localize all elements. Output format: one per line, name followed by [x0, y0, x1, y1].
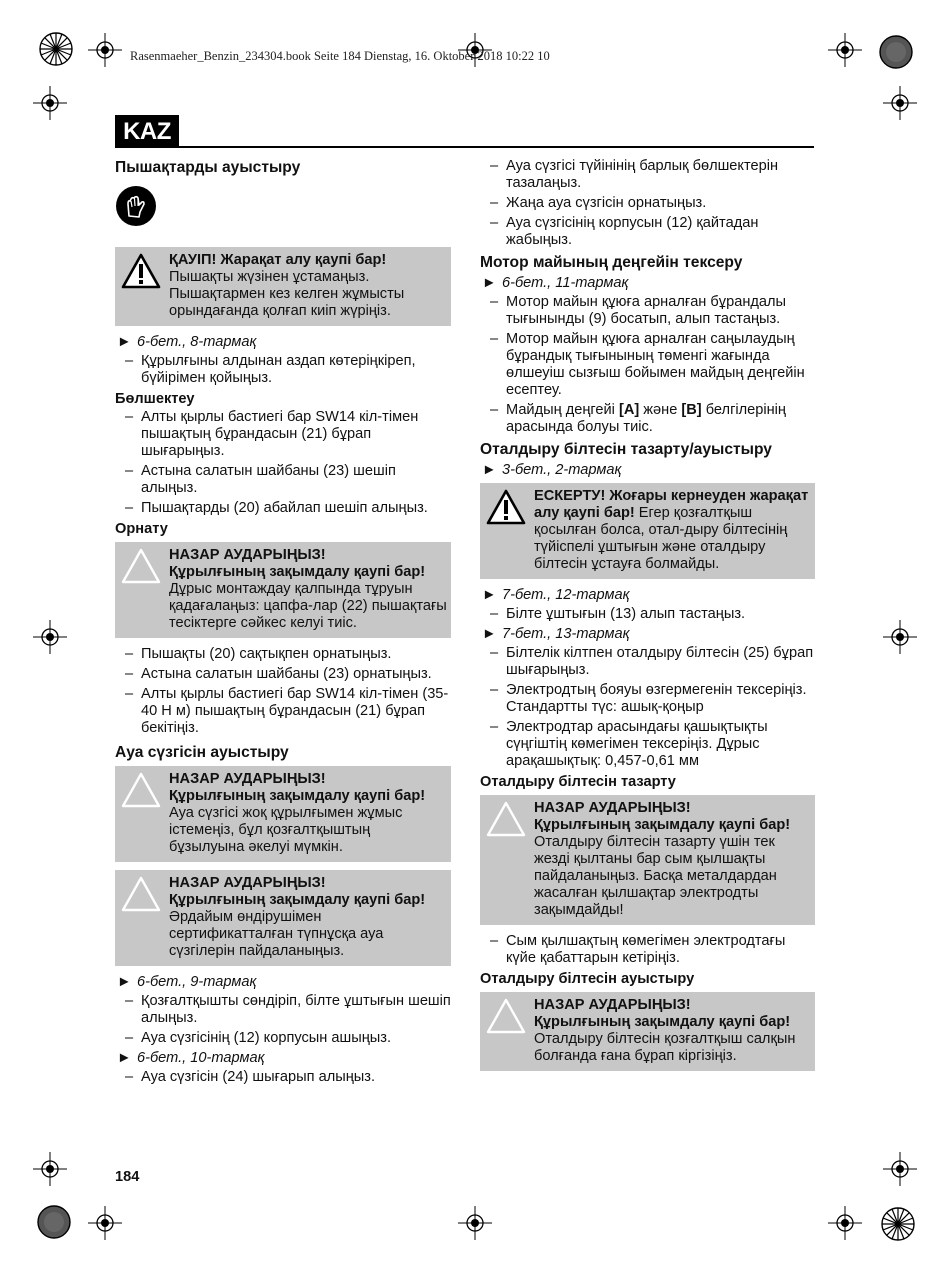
registration-mark-icon: [878, 1204, 918, 1244]
warning-triangle-outline-icon: [121, 548, 161, 584]
registration-mark-icon: [36, 29, 76, 69]
list-item: – Білте ұштығын (13) алып тастаңыз.: [490, 606, 746, 622]
list-item: – Жаңа ауа сүзгісін орнатыңыз.: [490, 195, 707, 211]
list-item: – Қозғалтқышты сөндіріп, білте ұштығын шешіп алыңыз.: [125, 993, 451, 1026]
language-tag: KAZ: [115, 115, 179, 148]
caution-warning-box: НАЗАР АУДАРЫҢЫЗ! Құрылғының зақымдалу қаупі бар! Оталдыру білтесін қозғалтқыш салқын болғанда ғана бұрап кіргізіңіз.: [480, 992, 815, 1071]
figure-reference: ► 6-бет., 11-тармақ: [482, 275, 629, 291]
figure-reference: ► 6-бет., 9-тармақ: [117, 974, 257, 990]
warning-triangle-outline-icon: [121, 876, 161, 912]
list-item: – Мотор майын құюға арналған бұрандалы тығынынды (9) босатып, алып тастаңыз.: [490, 294, 787, 327]
list-item: – Астына салатын шайбаны (23) шешіп алыңыз.: [125, 463, 396, 496]
list-item: – Астына салатын шайбаны (23) орнатыңыз.: [125, 666, 432, 682]
warning-triangle-outline-icon: [486, 801, 526, 837]
list-item: – Құрылғыны алдынан аздап көтеріңкіреп, бүйірімен қойыңыз.: [125, 353, 416, 386]
list-item: – Электродтың бояуы өзгермегенін тексеріңіз. Стандартты түс: ашық-қоңыр: [490, 682, 807, 715]
crosshair-mark-icon: [883, 1152, 917, 1186]
caution-warning-box: НАЗАР АУДАРЫҢЫЗ! Құрылғының зақымдалу қаупі бар! Әрдайым өндірушімен сертификатталған түпнұсқа ауа сүзгілерін пайдаланыңыз.: [115, 870, 451, 966]
print-header-line: Rasenmaeher_Benzin_234304.book Seite 184 Dienstag, 16. Oktober 2018 10:22 10: [130, 49, 550, 63]
section-heading: Пышақтарды ауыстыру: [115, 159, 301, 176]
figure-reference: ► 6-бет., 10-тармақ: [117, 1050, 265, 1066]
list-item: – Мотор майын құюға арналған саңылаудың бұрандық тығынының төменгі жағында өлшеуіш сызғыш бойымен майдың деңгейін есептеу.: [490, 331, 805, 398]
header-rule: [179, 146, 814, 148]
crosshair-mark-icon: [883, 620, 917, 654]
danger-warning-box: [115, 247, 451, 326]
registration-disc-icon: [36, 1204, 72, 1240]
subsection-heading: Бөлшектеу: [115, 391, 195, 407]
list-item: – Білтелік кілтпен оталдыру білтесін (25) бұрап шығарыңыз.: [490, 645, 814, 678]
section-heading: Мотор майының деңгейін тексеру: [480, 254, 743, 271]
figure-reference: ► 3-бет., 2-тармақ: [482, 462, 622, 478]
registration-disc-icon: [878, 34, 914, 70]
list-item: – Ауа сүзгісін (24) шығарып алыңыз.: [125, 1069, 375, 1085]
crosshair-mark-icon: [828, 1206, 862, 1240]
warning-triangle-filled-icon: [121, 253, 161, 289]
section-heading: Оталдыру білтесін тазарту/ауыстыру: [480, 441, 772, 458]
page-number: 184: [115, 1169, 140, 1185]
list-item: – Ауа сүзгісі түйінінің барлық бөлшектерін тазалаңыз.: [490, 158, 779, 191]
list-item: – Ауа сүзгісінің корпусын (12) қайтадан жабыңыз.: [490, 215, 759, 248]
warning-title: ҚАУІП! Жарақат алу қаупі бар!: [169, 252, 387, 268]
subsection-heading: Оталдыру білтесін тазарту: [480, 774, 676, 790]
subsection-heading: Оталдыру білтесін ауыстыру: [480, 971, 695, 987]
caution-warning-box: НАЗАР АУДАРЫҢЫЗ! Құрылғының зақымдалу қаупі бар! Ауа сүзгісі жоқ құрылғымен жұмыс істемеңіз, бұл қозғалтқыштың бұзылуына әкелуі мүмкін.: [115, 766, 451, 862]
list-item: – Майдың деңгейі [A] және [B] белгілерінің арасында болуы тиіс.: [490, 402, 786, 435]
crosshair-mark-icon: [828, 33, 862, 67]
warning-triangle-outline-icon: [121, 772, 161, 808]
list-item: – Пышақтарды (20) абайлап шешіп алыңыз.: [125, 500, 428, 516]
crosshair-mark-icon: [33, 620, 67, 654]
protective-gloves-icon: [116, 186, 156, 226]
right-column: [480, 158, 815, 1079]
figure-reference: ► 7-бет., 12-тармақ: [482, 587, 630, 603]
list-item: – Алты қырлы бастиегі бар SW14 кіл-тімен пышақтың бұрандасын (21) бұрап шығарыңыз.: [125, 409, 419, 459]
warning-text: Пышақты жүзінен ұстамаңыз. Пышақтармен кез келген жұмысты орындағанда қолғап киіп жүріңіз.: [169, 269, 405, 319]
warning-triangle-filled-icon: [486, 489, 526, 525]
list-item: – Пышақты (20) сақтықпен орнатыңыз.: [125, 646, 392, 662]
left-column: [115, 158, 451, 1089]
warning-triangle-outline-icon: [486, 998, 526, 1034]
figure-reference: ► 6-бет., 8-тармақ: [117, 334, 257, 350]
caution-warning-box: НАЗАР АУДАРЫҢЫЗ! Құрылғының зақымдалу қаупі бар! Дұрыс монтаждау қалпында тұруын қадағалаңыз: цапфа-лар (22) пышақтағы тесіктерге сәйкес келуі тиіс.: [115, 542, 451, 638]
crosshair-mark-icon: [33, 1152, 67, 1186]
danger-warning-box: ЕСКЕРТУ! Жоғары кернеуден жарақат алу қаупі бар! Егер қозғалтқыш қосылған болса, отал-дыру білтесінің түйіспелі ұштығын және оталдыру білтесін ұстауға болмайды.: [480, 483, 815, 579]
caution-warning-box: НАЗАР АУДАРЫҢЫЗ! Құрылғының зақымдалу қаупі бар! Оталдыру білтесін тазарту үшін тек жезді қылтаны бар сым қылшақты пайдаланыңыз. Басқа металдардан жасалған қылшақтар электродты зақымдайды!: [480, 795, 815, 925]
subsection-heading: Орнату: [115, 521, 168, 537]
list-item: – Алты қырлы бастиегі бар SW14 кіл-тімен (35-40 Н м) пышақтың бұрандасын (21) бұрап бекітіңіз.: [125, 686, 449, 736]
crosshair-mark-icon: [33, 86, 67, 120]
crosshair-mark-icon: [458, 1206, 492, 1240]
list-item: – Ауа сүзгісінің (12) корпусын ашыңыз.: [125, 1030, 392, 1046]
crosshair-mark-icon: [883, 86, 917, 120]
list-item: – Сым қылшақтың көмегімен электродтағы күйе қабаттарын кетіріңіз.: [490, 933, 786, 966]
figure-reference: ► 7-бет., 13-тармақ: [482, 626, 630, 642]
section-heading: Ауа сүзгісін ауыстыру: [115, 744, 289, 761]
crosshair-mark-icon: [88, 33, 122, 67]
list-item: – Электродтар арасындағы қашықтықты сүңгіштің көмегімен тексеріңіз. Дұрыс арақашықтық: 0,457-0,61 мм: [490, 719, 768, 769]
crosshair-mark-icon: [88, 1206, 122, 1240]
